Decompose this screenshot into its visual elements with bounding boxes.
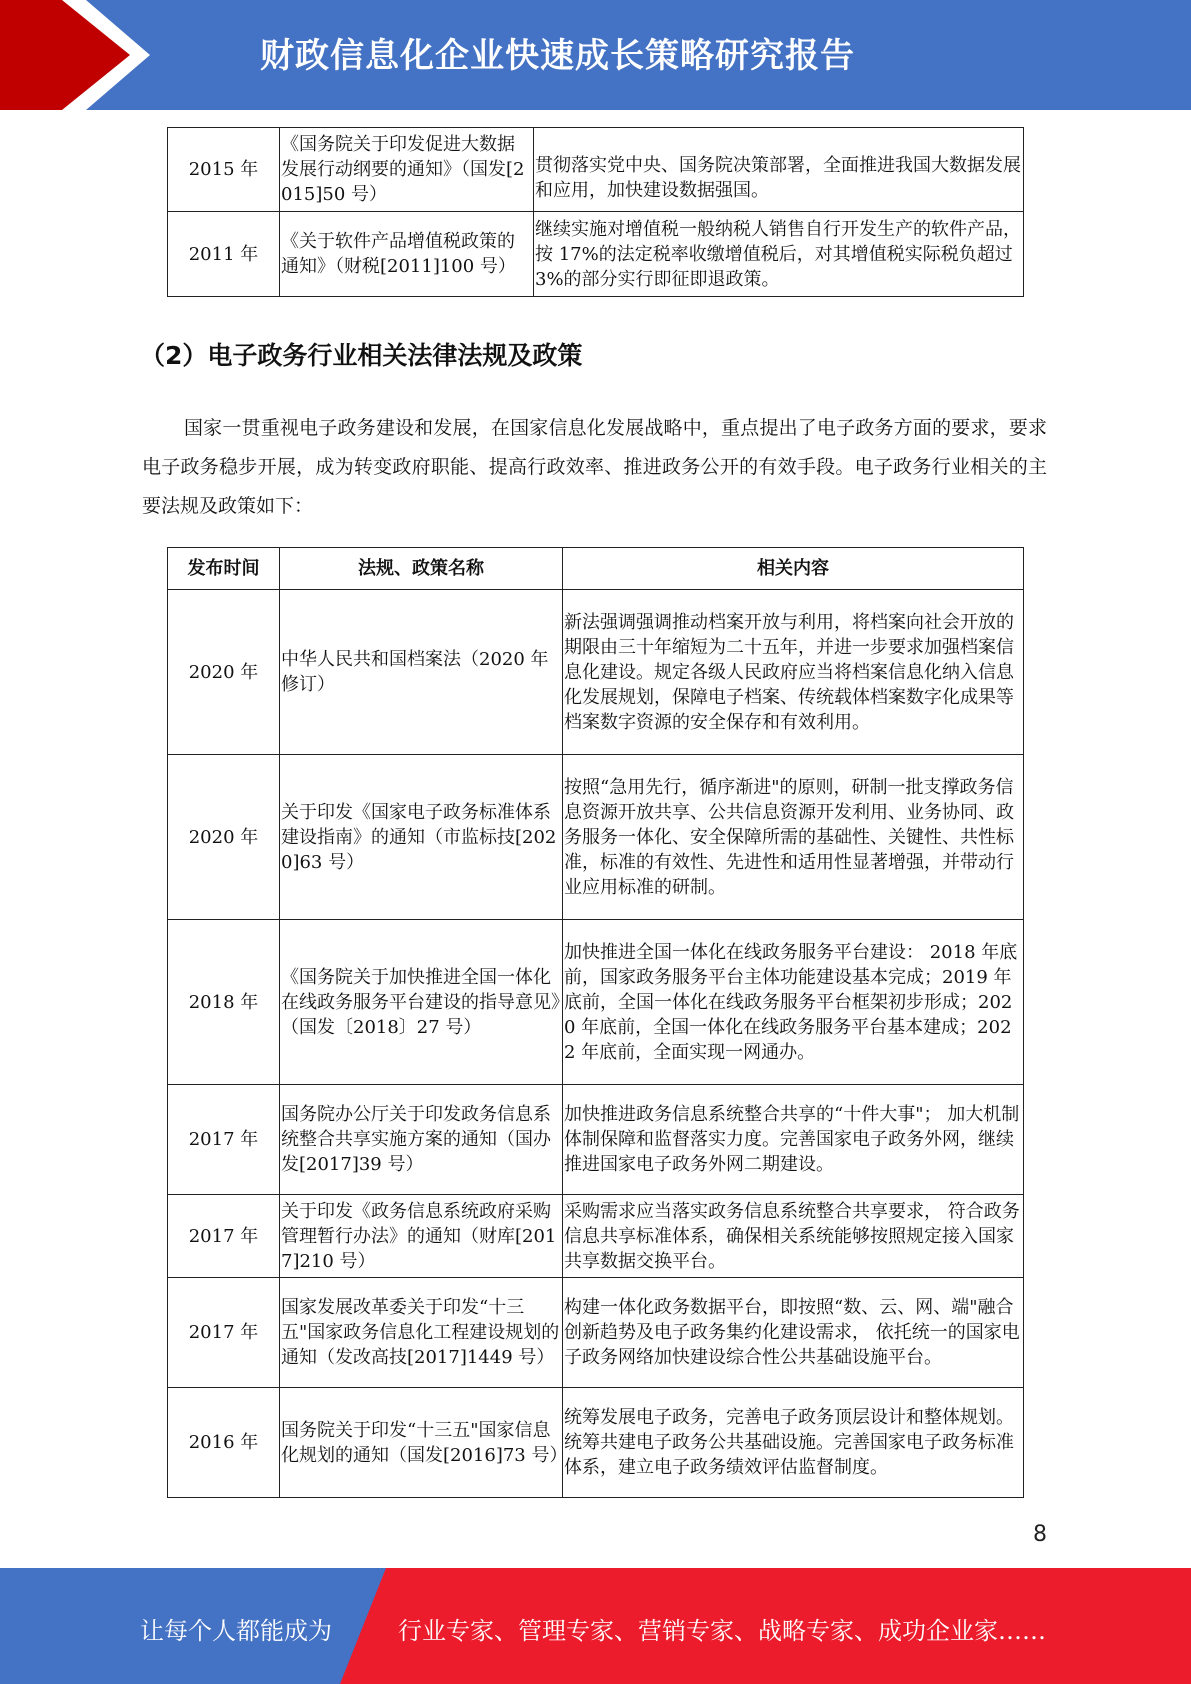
table-row [168,920,1024,1085]
report-title: 财政信息化企业快速成长策略研究报告 [260,36,855,76]
year-cell: 2018 年 [168,920,280,1085]
year-cell: 2015 年 [168,128,280,212]
policy-name-cell: 国务院关于印发“十三五"国家信息化规划的通知（国发[2016]73 号） [280,1388,563,1498]
year-cell: 2011 年 [168,212,280,297]
page-number: 8 [1033,1522,1047,1547]
column-header-content: 相关内容 [563,548,1024,590]
policy-content-cell: 采购需求应当落实政务信息系统整合共享要求， 符合政务信息共享标准体系，确保相关系统能够按照规定接入国家共享数据交换平台。 [563,1195,1024,1278]
year-cell: 2016 年 [168,1388,280,1498]
policy-name-cell: 《国务院关于加快推进全国一体化在线政务服务平台建设的指导意见》（国发〔2018〕27 号） [280,920,563,1085]
table-header-row [168,548,1024,590]
year-cell: 2017 年 [168,1085,280,1195]
table-row [168,1278,1024,1388]
policy-name-cell: 中华人民共和国档案法（2020 年修订） [280,590,563,755]
policy-content-cell: 加快推进政务信息系统整合共享的“十件大事"； 加大机制体制保障和监督落实力度。完善国家电子政务外网，继续推进国家电子政务外网二期建设。 [563,1085,1024,1195]
policy-name-cell: 《国务院关于印发促进大数据发展行动纲要的通知》（国发[2015]50 号） [280,128,534,212]
policy-content-cell: 贯彻落实党中央、国务院决策部署，全面推进我国大数据发展和应用，加快建设数据强国。 [534,128,1024,212]
page-footer [0,1568,1191,1684]
year-cell: 2017 年 [168,1195,280,1278]
footer-slogan-left: 让每个人都能成为 [140,1617,332,1645]
year-cell: 2017 年 [168,1278,280,1388]
policy-name-cell: 关于印发《政务信息系统政府采购管理暂行办法》的通知（财库[2017]210 号） [280,1195,563,1278]
year-cell: 2020 年 [168,755,280,920]
policy-table [167,547,1024,1498]
column-header-date: 发布时间 [168,548,280,590]
policy-content-cell: 新法强调强调推动档案开放与利用，将档案向社会开放的期限由三十年缩短为二十五年，并进一步要求加强档案信息化建设。规定各级人民政府应当将档案信息化纳入信息化发展规划，保障电子档案、传统载体档案数字化成果等档案数字资源的安全保存和有效利用。 [563,590,1024,755]
year-cell: 2020 年 [168,590,280,755]
policy-content-cell: 按照“急用先行，循序渐进"的原则，研制一批支撑政务信息资源开放共享、公共信息资源开发利用、业务协同、政务服务一体化、安全保障所需的基础性、关键性、共性标准，标准的有效性、先进性和适用性显著增强，并带动行业应用标准的研制。 [563,755,1024,920]
table-row [168,590,1024,755]
table-row [168,1195,1024,1278]
column-header-name: 法规、政策名称 [280,548,563,590]
policy-content-cell: 加快推进全国一体化在线政务服务平台建设： 2018 年底前，国家政务服务平台主体功能建设基本完成；2019 年底前，全国一体化在线政务服务平台框架初步形成；2020 年底前，全国一体化在线政务服务平台基本建成；2022 年底前，全面实现一网通办。 [563,920,1024,1085]
policy-name-cell: 国务院办公厅关于印发政务信息系统整合共享实施方案的通知（国办发[2017]39 号） [280,1085,563,1195]
policy-content-cell: 继续实施对增值税一般纳税人销售自行开发生产的软件产品，按 17%的法定税率收缴增值税后，对其增值税实际税负超过 3%的部分实行即征即退政策。 [534,212,1024,297]
policy-name-cell: 国家发展改革委关于印发“十三五"国家政务信息化工程建设规划的通知（发改高技[2017]1449 号） [280,1278,563,1388]
top-policy-table [167,127,1024,297]
policy-name-cell: 《关于软件产品增值税政策的通知》（财税[2011]100 号） [280,212,534,297]
page-header [0,0,1191,110]
policy-content-cell: 构建一体化政务数据平台，即按照“数、云、网、端"融合创新趋势及电子政务集约化建设需求， 依托统一的国家电子政务网络加快建设综合性公共基础设施平台。 [563,1278,1024,1388]
footer-slogan-right: 行业专家、管理专家、营销专家、战略专家、成功企业家…… [398,1617,1046,1645]
section-heading: （2）电子政务行业相关法律法规及政策 [140,341,583,370]
header-red-arrow [0,0,130,110]
table-row [168,128,1024,212]
table-row [168,1085,1024,1195]
table-row [168,755,1024,920]
intro-paragraph: 国家一贯重视电子政务建设和发展，在国家信息化发展战略中，重点提出了电子政务方面的要求，要求电子政务稳步开展，成为转变政府职能、提高行政效率、推进政务公开的有效手段。电子政务行业相关的主要法规及政策如下： [142,417,1047,517]
policy-name-cell: 关于印发《国家电子政务标准体系建设指南》的通知（市监标技[2020]63 号） [280,755,563,920]
policy-content-cell: 统筹发展电子政务，完善电子政务顶层设计和整体规划。统筹共建电子政务公共基础设施。完善国家电子政务标准体系，建立电子政务绩效评估监督制度。 [563,1388,1024,1498]
table-row [168,1388,1024,1498]
table-row [168,212,1024,297]
